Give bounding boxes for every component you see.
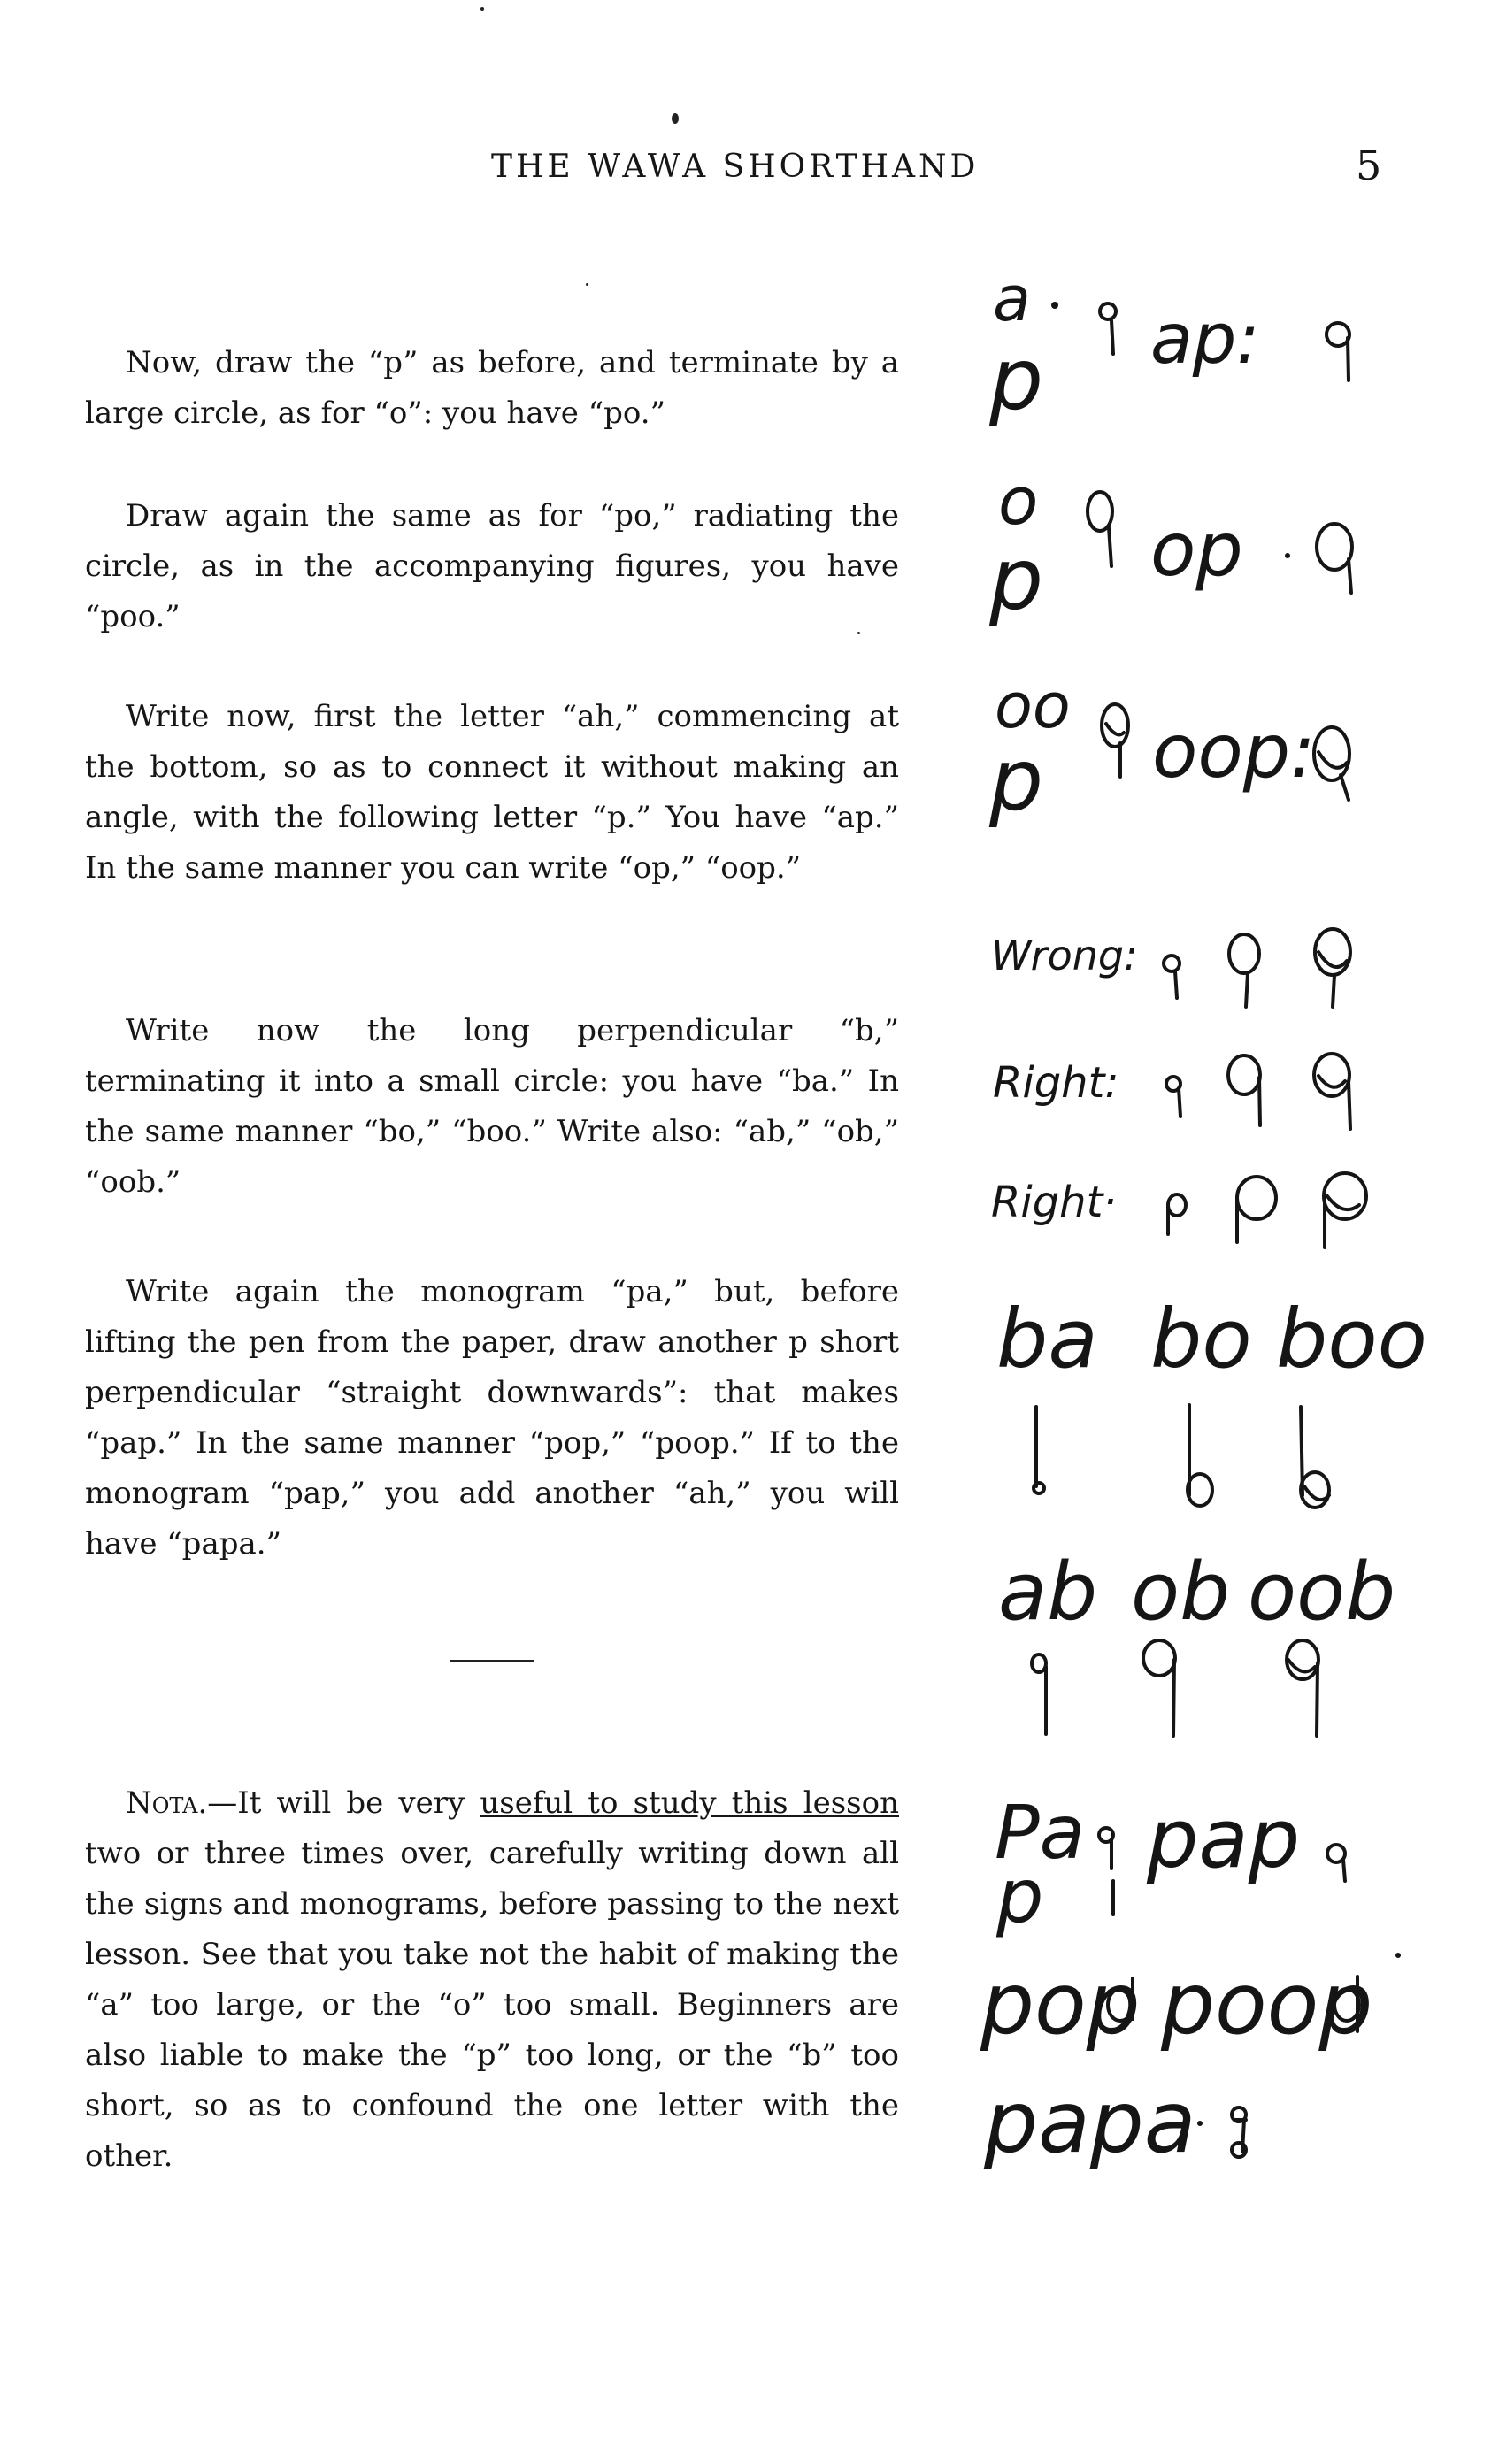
paragraph-po: Now, draw the “p” as before, and terminate by a large circle, as for “o”: you have “po.”: [85, 345, 899, 431]
figure-word: oop:: [1152, 708, 1316, 794]
figure-row-q-shapes: [1032, 1640, 1318, 1736]
nota-dash: —: [207, 1785, 238, 1821]
figure-word: papa: [984, 2073, 1196, 2172]
figure-letter: p: [989, 530, 1043, 629]
figure-letter: oo: [995, 670, 1071, 742]
figure-word: ap:: [1150, 300, 1260, 380]
page-number: 5: [1356, 142, 1382, 189]
nota-label: Nota.: [126, 1785, 208, 1821]
figure-letter: Pa: [995, 1789, 1086, 1876]
figure-word: poop: [1161, 1954, 1373, 2053]
figure-row-a: [988, 263, 1349, 429]
figure-row-papa: [983, 2073, 1246, 2172]
figure-letter: o: [998, 464, 1039, 540]
speck-mark: [672, 113, 679, 124]
figure-row-pap: [995, 1789, 1401, 1958]
right-label: Right·: [991, 1178, 1117, 1227]
figure-word: op: [1150, 506, 1243, 593]
figure-row-right-p: [991, 1173, 1366, 1247]
figure-row-oo: [988, 670, 1349, 830]
nota-text-rest: two or three times over, carefully writing down all the signs and monograms, before passing to the next lesson. See that you take not the habit of making the “a” too large, or the “o” too small. Beginners are also liable to make the “p” too long, or the “b” too short, so as to confound the one letter with the other.: [85, 1836, 899, 2174]
figure-row-o: [988, 464, 1352, 629]
figure-letter: p: [989, 731, 1043, 830]
paragraph-ba-bo-boo: Write now the long perpendicular “b,” terminating it into a small circle: you have “ba.” In the same manner “bo,” “boo.” Write also: “ab,” “ob,” “oob.”: [85, 1013, 899, 1200]
b-word: boo: [1276, 1292, 1427, 1386]
speck-mark: [480, 7, 484, 11]
b-word: bo: [1150, 1292, 1252, 1386]
figure-row-ab-words: [998, 1546, 1395, 1639]
nota-paragraph: [85, 1778, 899, 2182]
nota-underlined-text: useful to study this lesson: [480, 1785, 899, 1821]
speck-mark: [586, 283, 588, 286]
section-divider: [450, 1660, 534, 1662]
figure-row-pop: [980, 1954, 1372, 2053]
b-word: ba: [996, 1292, 1098, 1386]
ab-word: ab: [998, 1546, 1098, 1639]
figure-letter: p: [989, 330, 1043, 429]
figure-letter: p: [996, 1853, 1044, 1939]
figure-row-b-shapes: [1034, 1405, 1329, 1508]
ab-word: ob: [1131, 1546, 1231, 1639]
wrong-label: Wrong:: [991, 932, 1138, 979]
right-label: Right:: [993, 1058, 1119, 1108]
running-title: THE WAWA SHORTHAND: [491, 149, 980, 185]
figure-row-right-q: [993, 1054, 1350, 1129]
figure-word: pap: [1147, 1792, 1301, 1886]
figure-word: pop: [980, 1954, 1141, 2053]
ab-word: oob: [1248, 1546, 1396, 1639]
paragraph-pap-papa: Write again the monogram “pa,” but, before lifting the pen from the paper, draw another p short perpendicular “straight downwards”: that makes “pap.” In the same manner “pop,” “poop.” If to the monogram “pap,” you add another “ah,” you will have “papa.”: [85, 1274, 899, 1562]
paragraph-poo: Draw again the same as for “po,” radiating the circle, as in the accompanying figures, you have “poo.”: [85, 498, 899, 634]
nota-text-start: It will be very: [237, 1785, 480, 1821]
page-header: [0, 142, 1499, 202]
figure-row-wrong: [991, 929, 1350, 1007]
figure-row-b-words: [996, 1292, 1427, 1386]
figure-letter: a: [993, 263, 1031, 335]
paragraph-ap-op-oop: Write now, first the letter “ah,” commencing at the bottom, so as to connect it without making an angle, with the following letter “p.” You have “ap.” In the same manner you can write “op,” “oop.”: [85, 699, 899, 886]
